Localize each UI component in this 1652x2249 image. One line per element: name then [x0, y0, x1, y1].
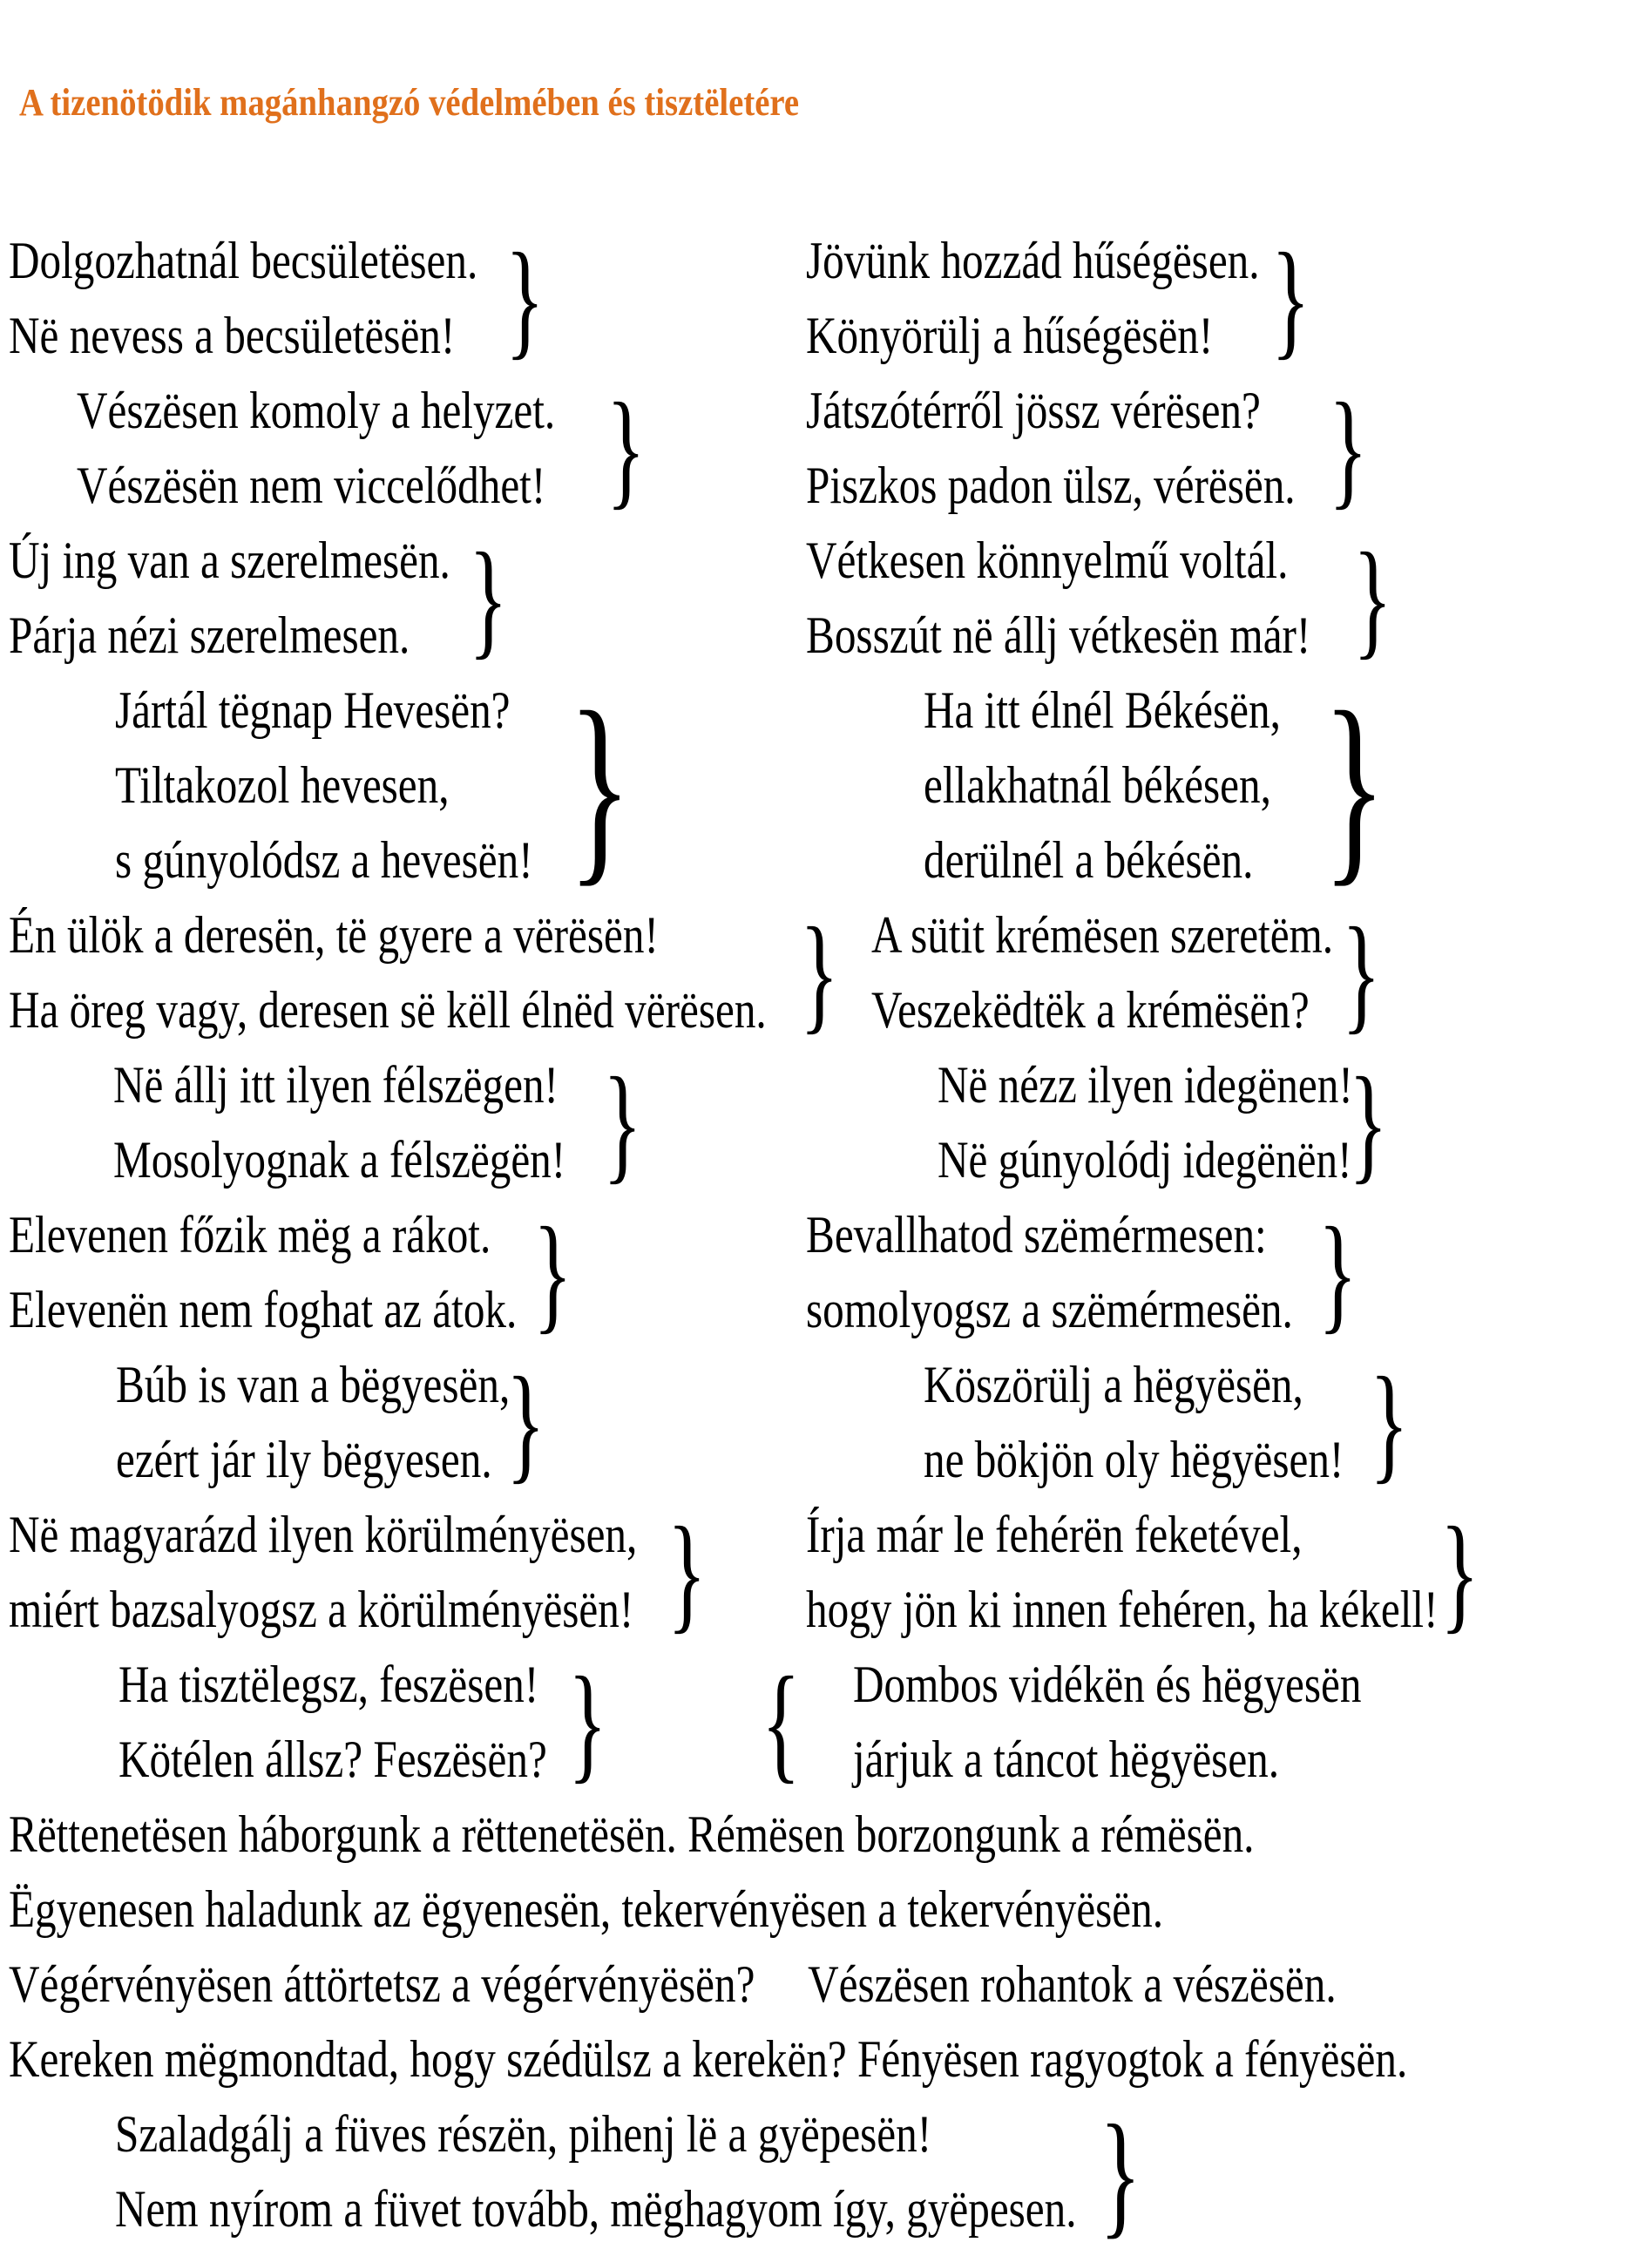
paragraph-line: Végérvényësen áttörtetsz a végérvényësën? Vészësen rohantok a vészësën.	[9, 1955, 1337, 2013]
verse-line: Vészësen komoly a helyzet.	[77, 382, 556, 439]
verse-line: A sütit krémësen szeretëm.	[871, 906, 1334, 964]
paragraph-line: Ëgyenesen haladunk az ëgyenesën, tekervényësen a tekervényësën.	[9, 1880, 1164, 1938]
verse-pair-right-8	[924, 1347, 1436, 1497]
verse-pair-left-9	[9, 1497, 775, 1647]
verse-pair-left-3	[9, 523, 547, 673]
verse-pair-left-7	[9, 1197, 628, 1347]
verse-line: Ha tisztëlegsz, feszësen!	[118, 1656, 539, 1713]
verse-line: Piszkos padon ülsz, vérësën.	[806, 457, 1296, 514]
curly-brace-icon: }	[1353, 526, 1392, 671]
verse-line: Në gúnyolódj idegënën!	[938, 1131, 1352, 1189]
verse-line: Ha itt élnél Békésën,	[924, 681, 1281, 739]
verse-line: Jövünk hozzád hűségësen.	[806, 232, 1260, 289]
curly-brace-icon: }	[1318, 1201, 1357, 1345]
verse-line: Vétkesen könnyelmű voltál.	[806, 532, 1289, 589]
curly-brace-icon: }	[568, 668, 632, 904]
verse-line: Vészësën nem viccelődhet!	[77, 457, 546, 514]
verse-line: ezért jár ily bëgyesen.	[116, 1431, 492, 1488]
curly-brace-icon: }	[606, 376, 646, 521]
verse-line: Új ing van a szerelmesën.	[9, 532, 450, 589]
verse-pair-left-4	[115, 668, 632, 904]
curly-brace-icon: }	[1271, 227, 1310, 371]
verse-line: Në nézz ilyen idegënen!	[938, 1056, 1353, 1114]
curly-brace-icon: }	[1342, 901, 1381, 1046]
curly-brace-icon: }	[506, 1351, 545, 1495]
verse-pair-right-9	[806, 1497, 1577, 1647]
verse-pair-left-2	[77, 373, 660, 523]
verse-pair-left-6	[113, 1047, 665, 1197]
verse-line: Elevenën nem foghat az átok.	[9, 1281, 518, 1338]
curly-brace-icon: {	[762, 1650, 801, 1795]
verse-line: s gúnyolódsz a hevesën!	[115, 831, 533, 889]
verse-line: Jártál tëgnap Hevesën?	[115, 681, 511, 739]
verse-pair-right-2	[806, 373, 1403, 523]
page-title: A tizenötödik magánhangzó védelmében és tisztëletére	[19, 81, 800, 124]
verse-line: Kötélen állsz? Feszësën?	[118, 1731, 547, 1788]
paragraph-line: Kereken mëgmondtad, hogy szédülsz a kerekën? Fényësen ragyogtok a fényësën.	[9, 2030, 1408, 2088]
verse-pair-right-6	[938, 1047, 1444, 1197]
verse-line: miért bazsalyogsz a körülményësën!	[9, 1581, 634, 1638]
curly-brace-icon: }	[603, 1051, 642, 1196]
verse-line: Könyörülj a hűségësën!	[806, 307, 1214, 364]
verse-line: Në állj itt ilyen félszëgen!	[113, 1056, 559, 1114]
verse-line: Dolgozhatnál becsületësen.	[9, 232, 478, 289]
verse-line: ne bökjön oly hëgyësen!	[924, 1431, 1344, 1488]
verse-line: Bevallhatod szëmérmesen:	[806, 1206, 1267, 1263]
curly-brace-icon: }	[505, 227, 545, 371]
verse-line: Elevenen főzik mëg a rákot.	[9, 1206, 491, 1263]
verse-pair-left-10	[118, 1647, 641, 1797]
verse-pair-left-5	[9, 898, 933, 1047]
paragraph-line: Rëttenetësen háborgunk a rëttenetësën. Rémësen borzongunk a rémësën.	[9, 1805, 1255, 1863]
verse-pair-right-5	[871, 898, 1434, 1047]
verse-line: Në magyarázd ilyen körülményësen,	[9, 1506, 638, 1563]
curly-brace-icon: }	[568, 1650, 607, 1795]
curly-brace-icon: }	[1349, 1051, 1388, 1196]
verse-pair-right-7	[806, 1197, 1399, 1347]
verse-line: Búb is van a bëgyesën,	[116, 1356, 511, 1413]
verse-pair-right-10	[762, 1647, 1473, 1797]
curly-brace-icon: }	[1323, 668, 1386, 904]
verse-line: Párja nézi szerelmesen.	[9, 606, 410, 664]
verse-line: Në nevess a becsületësën!	[9, 307, 456, 364]
verse-pair-left-8	[116, 1347, 597, 1497]
verse-line: Írja már le fehérën feketével,	[806, 1506, 1303, 1563]
curly-brace-icon: }	[800, 901, 839, 1046]
curly-brace-icon: }	[469, 526, 508, 671]
verse-pair-right-1	[806, 223, 1359, 373]
verse-line: Nem nyírom a füvet tovább, mëghagyom így, gyëpesen.	[115, 2180, 1077, 2238]
verse-pair-final	[115, 2096, 1288, 2249]
verse-line: hogy jön ki innen fehéren, ha kékell!	[806, 1581, 1439, 1638]
verse-line: Dombos vidékën és hëgyesën	[853, 1656, 1362, 1713]
verse-line: Köszörülj a hëgyësën,	[924, 1356, 1303, 1413]
verse-line: Bosszút në állj vétkesën már!	[806, 606, 1311, 664]
verse-line: derülnél a békésën.	[924, 831, 1254, 889]
verse-pair-left-1	[9, 223, 580, 373]
curly-brace-icon: }	[1370, 1351, 1409, 1495]
curly-brace-icon: }	[533, 1201, 572, 1345]
verse-line: Játszótérről jössz vérësen?	[806, 382, 1261, 439]
verse-line: járjuk a táncot hëgyësen.	[853, 1731, 1280, 1788]
curly-brace-icon: }	[1100, 2096, 1141, 2249]
verse-line: Szaladgálj a füves részën, pihenj lë a gyëpesën!	[115, 2105, 932, 2163]
curly-brace-icon: }	[667, 1500, 707, 1645]
verse-line: somolyogsz a szëmérmesën.	[806, 1281, 1293, 1338]
verse-line: Tiltakozol hevesen,	[115, 756, 450, 814]
curly-brace-icon: }	[1440, 1500, 1479, 1645]
verse-line: Én ülök a deresën, të gyere a vërësën!	[9, 906, 659, 964]
curly-brace-icon: }	[1329, 376, 1368, 521]
verse-line: Veszekëdtëk a krémësën?	[871, 981, 1310, 1039]
verse-line: ellakhatnál békésen,	[924, 756, 1271, 814]
verse-line: Mosolyognak a félszëgën!	[113, 1131, 566, 1189]
verse-pair-right-3	[806, 523, 1421, 673]
verse-line: Ha öreg vagy, deresen së këll élnëd vërësen.	[9, 981, 767, 1039]
verse-pair-right-4	[924, 668, 1386, 904]
